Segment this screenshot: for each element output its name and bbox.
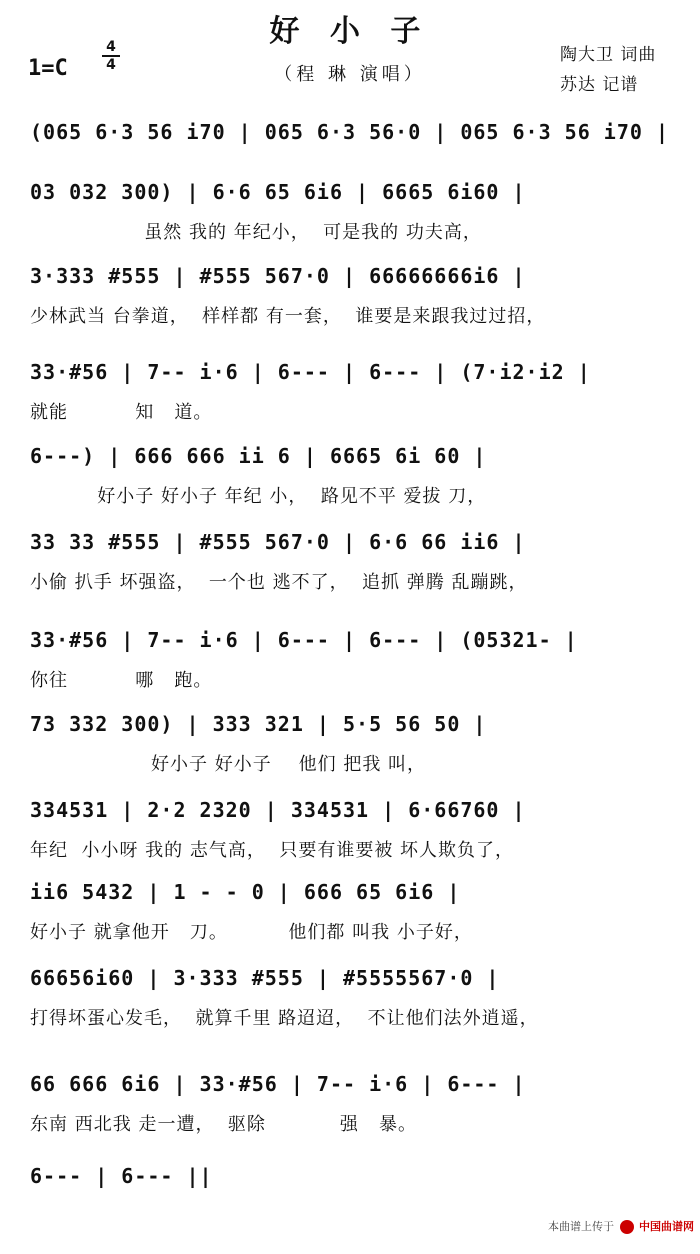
notation: 334531 | 2·2 2320 | 334531 | 6·66760 | xyxy=(30,798,526,822)
score-row-10 xyxy=(30,880,670,970)
lyrics: 就能 知 道。 xyxy=(30,402,213,423)
footer-prefix: 本曲谱上传于 xyxy=(548,1220,614,1233)
notation: 3·333 #555 | #555 567·0 | 66666666i6 | xyxy=(30,264,526,288)
score-row-12 xyxy=(30,1072,670,1162)
score-row-9 xyxy=(30,798,670,888)
lyrics: 小偷 扒手 坏强盗， 一个也 逃不了， 追抓 弹腾 乱蹦跳， xyxy=(30,572,528,593)
score-row-11 xyxy=(30,966,670,1056)
transcriber: 苏达 记谱 xyxy=(560,75,639,95)
score-row-7 xyxy=(30,628,670,718)
lyrics: 年纪 小小呀 我的 志气高， 只要有谁要被 坏人欺负了， xyxy=(30,840,515,861)
notation: 66656i60 | 3·333 #555 | #5555567·0 | xyxy=(30,966,500,990)
lyrics: 好小子 就拿他开 刀。 他们都 叫我 小子好， xyxy=(30,922,473,943)
notation: 33·#56 | 7-- i·6 | 6--- | 6--- | (05321- | xyxy=(30,628,578,652)
lyrics: 虽然 我的 年纪小， 可是我的 功夫高， xyxy=(30,222,482,243)
lyrics: 打得坏蛋心发毛， 就算千里 路迢迢， 不让他们法外逍遥， xyxy=(30,1008,539,1029)
site-logo-icon xyxy=(620,1220,634,1234)
lyrics: 你往 哪 跑。 xyxy=(30,670,213,691)
song-title: 好 小 子 xyxy=(269,14,431,49)
score-row-2 xyxy=(30,180,670,270)
score-row-4 xyxy=(30,360,670,450)
footer-site-name: 中国曲谱网 xyxy=(639,1220,694,1233)
notation: 33 33 #555 | #555 567·0 | 6·6 66 ii6 | xyxy=(30,530,526,554)
notation: 66 666 6i6 | 33·#56 | 7-- i·6 | 6--- | xyxy=(30,1072,526,1096)
notation: ii6 5432 | 1 - - 0 | 666 65 6i6 | xyxy=(30,880,461,904)
lyrics: 东南 西北我 走一遭， 驱除 强 暴。 xyxy=(30,1114,417,1135)
score-row-8 xyxy=(30,712,670,802)
meter-top: 4 xyxy=(106,39,116,55)
meter-bottom: 4 xyxy=(106,57,116,73)
notation: 33·#56 | 7-- i·6 | 6--- | 6--- | (7·i2·i2 | xyxy=(30,360,591,384)
lyrics: 好小子 好小子 年纪 小， 路见不平 爱拔 刀， xyxy=(30,486,487,507)
performer-credit: （程 琳 演唱） xyxy=(274,64,426,85)
score-row-3 xyxy=(30,264,670,354)
lyrics: 少林武当 台拳道， 样样都 有一套， 谁要是来跟我过过招， xyxy=(30,306,546,327)
score-row-6 xyxy=(30,530,670,620)
notation: 6--- | 6--- || xyxy=(30,1164,213,1188)
notation: 6---) | 666 666 ii 6 | 6665 6i 60 | xyxy=(30,444,487,468)
notation: (065 6·3 56 i70 | 065 6·3 56·0 | 065 6·3 56 i70 | xyxy=(30,120,670,144)
key-signature: 1=C xyxy=(28,56,68,81)
lyricist-composer: 陶大卫 词曲 xyxy=(560,45,657,65)
notation: 03 032 300) | 6·6 65 6i6 | 6665 6i60 | xyxy=(30,180,526,204)
upload-footer xyxy=(548,1218,694,1234)
score-row-13 xyxy=(30,1164,670,1254)
score-row-5 xyxy=(30,444,670,534)
notation: 73 332 300) | 333 321 | 5·5 56 50 | xyxy=(30,712,487,736)
time-signature xyxy=(102,40,120,72)
lyrics: 好小子 好小子 他们 把我 叫， xyxy=(30,754,427,775)
